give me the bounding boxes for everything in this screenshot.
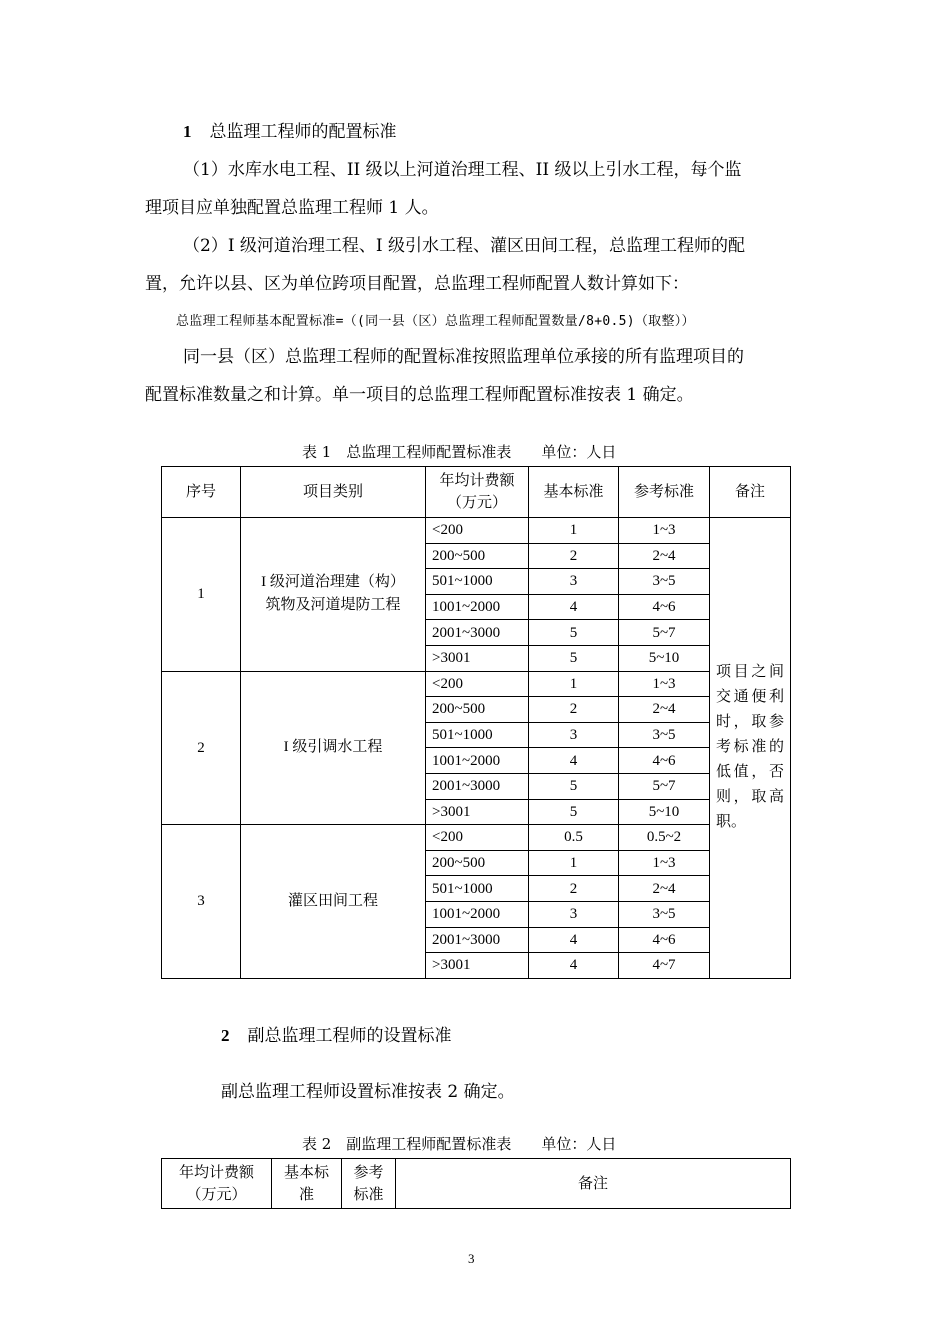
cell-fee: 200~500: [426, 697, 529, 723]
cell-basic: 5: [529, 773, 619, 799]
cell-seq: 2: [162, 671, 241, 825]
cell-category: 灌区田间工程: [241, 825, 426, 979]
table-row: [162, 671, 791, 697]
cell-fee: 1001~2000: [426, 901, 529, 927]
table-2: [161, 1158, 791, 1209]
cell-fee: 200~500: [426, 850, 529, 876]
cell-reference: 1~3: [619, 850, 710, 876]
cell-basic: 3: [529, 901, 619, 927]
cell-basic: 0.5: [529, 825, 619, 851]
cell-reference: 0.5~2: [619, 825, 710, 851]
cell-reference: 4~6: [619, 927, 710, 953]
cell-basic: 4: [529, 594, 619, 620]
cell-basic: 2: [529, 876, 619, 902]
cell-reference: 1~3: [619, 671, 710, 697]
cell-reference: 5~7: [619, 620, 710, 646]
paragraph-line: 置，允许以县、区为单位跨项目配置，总监理工程师配置人数计算如下：: [145, 274, 689, 294]
cell-fee: 501~1000: [426, 569, 529, 595]
header-category: 项目类别: [241, 467, 426, 518]
cell-basic: 1: [529, 850, 619, 876]
cell-reference: 4~7: [619, 953, 710, 979]
cell-fee: 501~1000: [426, 876, 529, 902]
header-seq: 序号: [162, 467, 241, 518]
cell-basic: 3: [529, 569, 619, 595]
paragraph-line: 配置标准数量之和计算。单一项目的总监理工程师配置标准按表 1 确定。: [145, 385, 694, 405]
paragraph-line: 副总监理工程师设置标准按表 2 确定。: [221, 1082, 515, 1102]
cell-reference: 3~5: [619, 722, 710, 748]
header-fee: 年均计费额 （万元）: [426, 467, 529, 518]
table-row: [162, 825, 791, 851]
header-fee: 年均计费额 （万元）: [162, 1159, 272, 1209]
section-title: 总监理工程师的配置标准: [209, 122, 397, 142]
cell-reference: 3~5: [619, 901, 710, 927]
cell-fee: >3001: [426, 799, 529, 825]
cell-reference: 3~5: [619, 569, 710, 595]
table-1: [161, 466, 791, 979]
cell-basic: 1: [529, 518, 619, 544]
header-reference: 参考 标准: [342, 1159, 396, 1209]
cell-basic: 4: [529, 953, 619, 979]
cell-reference: 4~6: [619, 748, 710, 774]
header-note: 备注: [710, 467, 791, 518]
table-1-caption: 表 1 总监理工程师配置标准表 单位：人日: [302, 443, 617, 461]
formula-line: 总监理工程师基本配置标准=（(同一县（区）总监理工程师配置数量/8+0.5)（取整））: [176, 314, 695, 329]
cell-reference: 2~4: [619, 876, 710, 902]
section-title: 副总监理工程师的设置标准: [247, 1026, 452, 1046]
table-2-caption: 表 2 副监理工程师配置标准表 单位：人日: [302, 1135, 617, 1153]
cell-reference: 2~4: [619, 543, 710, 569]
table-header-row: [162, 467, 791, 518]
cell-fee: >3001: [426, 645, 529, 671]
table-row: [162, 518, 791, 544]
cell-basic: 5: [529, 620, 619, 646]
cell-category: I 级引调水工程: [241, 671, 426, 825]
header-basic: 基本标准: [529, 467, 619, 518]
cell-basic: 2: [529, 543, 619, 569]
header-note: 备注: [396, 1159, 791, 1209]
cell-fee: 2001~3000: [426, 773, 529, 799]
cell-reference: 5~10: [619, 645, 710, 671]
section-2-heading: [221, 1026, 452, 1046]
cell-basic: 3: [529, 722, 619, 748]
table-header-row: [162, 1159, 791, 1209]
section-1-heading: [183, 122, 397, 142]
cell-fee: 501~1000: [426, 722, 529, 748]
cell-fee: 2001~3000: [426, 620, 529, 646]
cell-fee: 1001~2000: [426, 748, 529, 774]
cell-seq: 1: [162, 518, 241, 672]
cell-basic: 4: [529, 748, 619, 774]
cell-category: I 级河道治理建（构） 筑物及河道堤防工程: [241, 518, 426, 672]
paragraph-line: 同一县（区）总监理工程师的配置标准按照监理单位承接的所有监理项目的: [183, 347, 744, 367]
paragraph-line: （2）I 级河道治理工程、I 级引水工程、灌区田间工程，总监理工程师的配: [183, 236, 746, 256]
cell-fee: 1001~2000: [426, 594, 529, 620]
header-basic: 基本标 准: [272, 1159, 342, 1209]
cell-fee: <200: [426, 671, 529, 697]
section-number: 2: [221, 1026, 230, 1045]
cell-fee: >3001: [426, 953, 529, 979]
cell-reference: 4~6: [619, 594, 710, 620]
cell-fee: <200: [426, 518, 529, 544]
header-reference: 参考标准: [619, 467, 710, 518]
paragraph-line: （1）水库水电工程、II 级以上河道治理工程、II 级以上引水工程，每个监: [183, 160, 742, 180]
section-number: 1: [183, 122, 192, 141]
cell-fee: 200~500: [426, 543, 529, 569]
cell-note: 项目之间交通便利时，取参考标准的低值，否则，取高职。: [710, 518, 791, 979]
page-number: 3: [468, 1251, 475, 1266]
cell-basic: 4: [529, 927, 619, 953]
cell-reference: 1~3: [619, 518, 710, 544]
cell-seq: 3: [162, 825, 241, 979]
cell-reference: 2~4: [619, 697, 710, 723]
cell-basic: 1: [529, 671, 619, 697]
paragraph-line: 理项目应单独配置总监理工程师 1 人。: [145, 198, 439, 218]
cell-basic: 2: [529, 697, 619, 723]
cell-reference: 5~7: [619, 773, 710, 799]
cell-fee: 2001~3000: [426, 927, 529, 953]
cell-reference: 5~10: [619, 799, 710, 825]
cell-fee: <200: [426, 825, 529, 851]
cell-basic: 5: [529, 645, 619, 671]
cell-basic: 5: [529, 799, 619, 825]
